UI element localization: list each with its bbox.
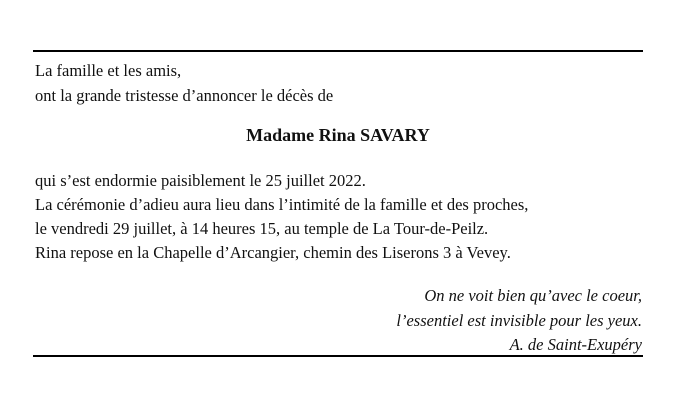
- quote-line-2: l’essentiel est invisible pour les yeux.: [396, 311, 642, 330]
- detail-line-date-place: le vendredi 29 juillet, à 14 heures 15, au temple de La Tour-de-Peilz.: [35, 219, 489, 238]
- quote-line-1: On ne voit bien qu’avec le coeur,: [424, 286, 642, 305]
- intro-line-announcement: ont la grande tristesse d’annoncer le décès de: [35, 86, 334, 105]
- top-divider: [33, 50, 643, 52]
- detail-line-passing: qui s’est endormie paisiblement le 25 juillet 2022.: [35, 171, 366, 190]
- detail-line-repose: Rina repose en la Chapelle d’Arcangier, chemin des Liserons 3 à Vevey.: [35, 243, 511, 262]
- intro-line-family: La famille et les amis,: [35, 61, 182, 80]
- detail-line-ceremony: La cérémonie d’adieu aura lieu dans l’intimité de la famille et des proches,: [35, 195, 529, 214]
- deceased-name: Madame Rina SAVARY: [246, 125, 430, 145]
- bottom-divider: [33, 355, 643, 357]
- quote-author: A. de Saint-Exupéry: [509, 335, 642, 354]
